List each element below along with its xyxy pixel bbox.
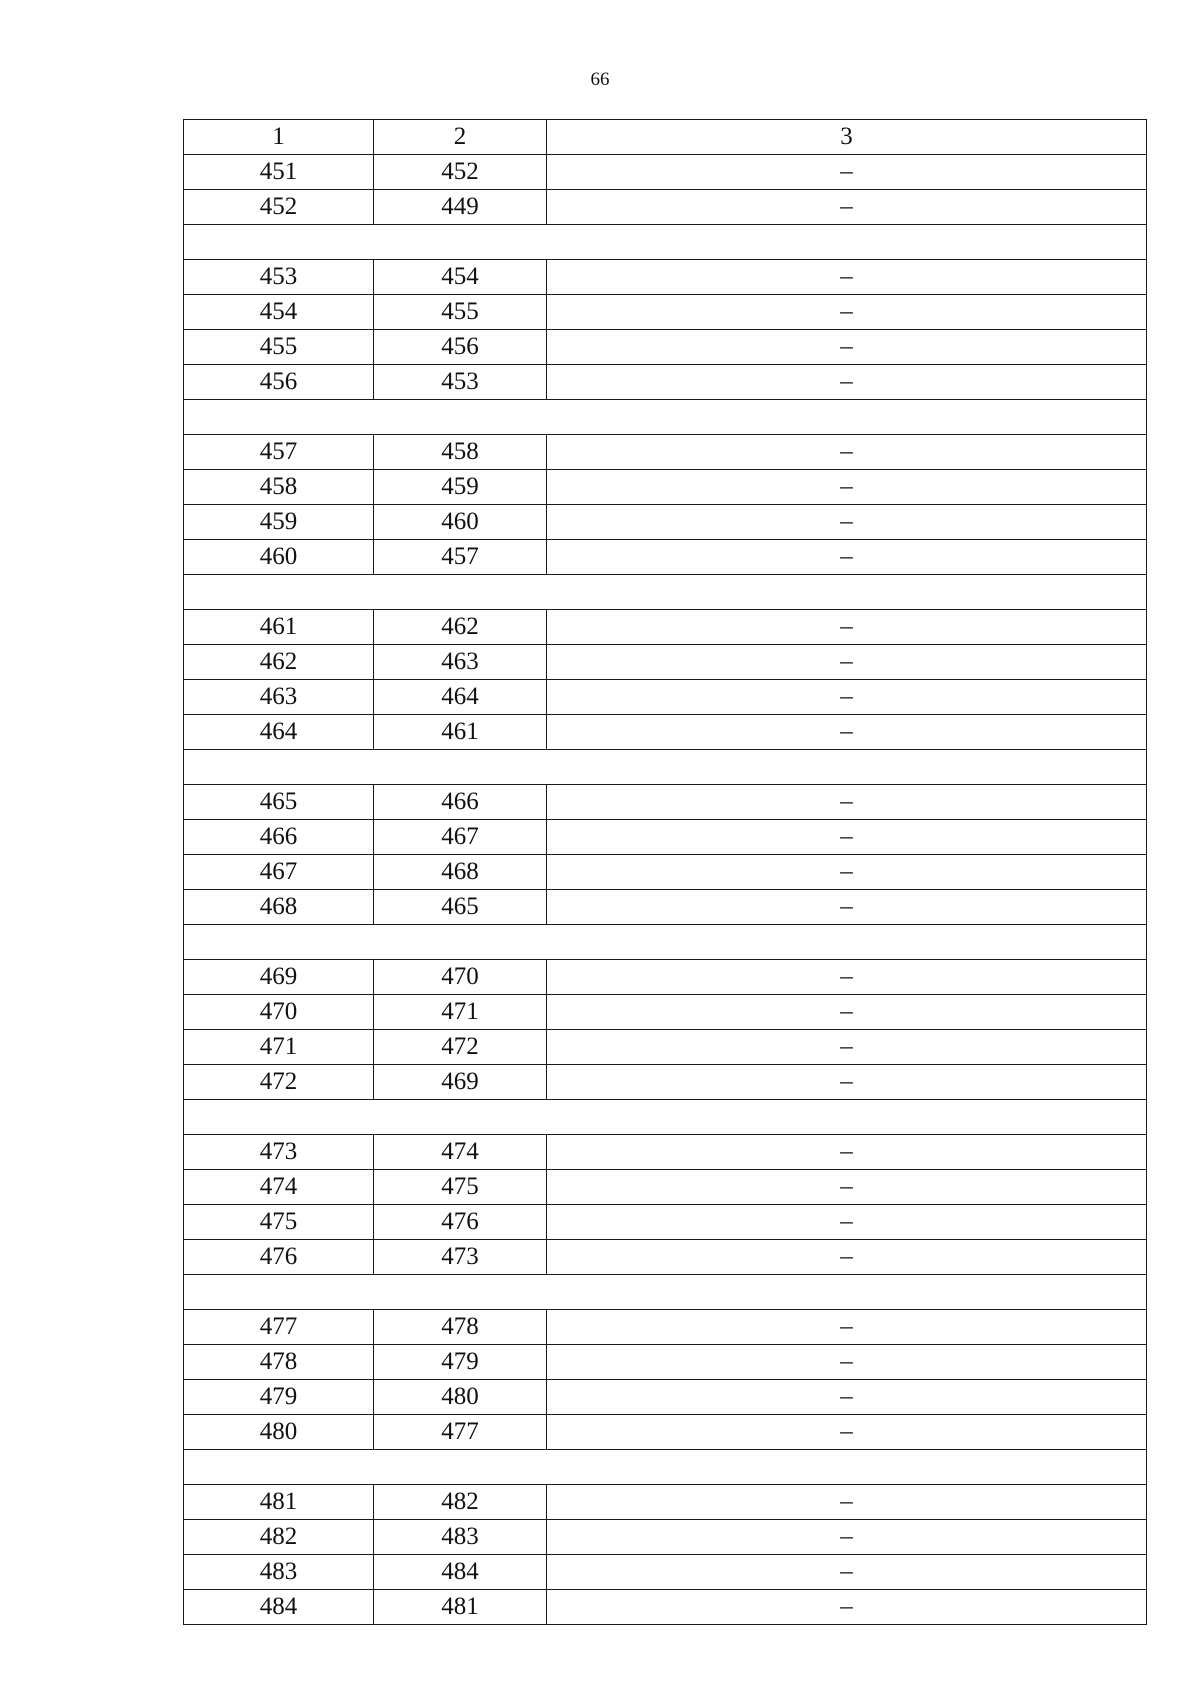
table-cell-col-1: 469 xyxy=(184,960,374,995)
table-cell-col-2: 453 xyxy=(374,365,547,400)
table-cell-col-2: 460 xyxy=(374,505,547,540)
table-cell-col-3: – xyxy=(547,1520,1147,1555)
group-separator-row xyxy=(184,925,1147,960)
table-cell-col-1: 476 xyxy=(184,1240,374,1275)
table-row xyxy=(184,1520,1147,1555)
table-cell-col-3: – xyxy=(547,260,1147,295)
table-row xyxy=(184,1205,1147,1240)
table-cell-col-3: – xyxy=(547,715,1147,750)
table-row xyxy=(184,1380,1147,1415)
table-cell-col-1: 482 xyxy=(184,1520,374,1555)
group-separator-row xyxy=(184,400,1147,435)
table-row xyxy=(184,995,1147,1030)
data-table xyxy=(183,119,1147,1625)
table-cell-col-3: – xyxy=(547,1345,1147,1380)
table-cell-col-1: 463 xyxy=(184,680,374,715)
group-separator-cell xyxy=(184,1450,1147,1485)
table-cell-col-1: 467 xyxy=(184,855,374,890)
table-cell-col-2: 468 xyxy=(374,855,547,890)
table-cell-col-3: – xyxy=(547,680,1147,715)
table-cell-col-1: 477 xyxy=(184,1310,374,1345)
table-row xyxy=(184,435,1147,470)
table-cell-col-2: 463 xyxy=(374,645,547,680)
table-cell-col-3: – xyxy=(547,470,1147,505)
table-cell-col-2: 465 xyxy=(374,890,547,925)
table-row xyxy=(184,155,1147,190)
table-body xyxy=(184,120,1147,1625)
table-row xyxy=(184,295,1147,330)
table-cell-col-1: 461 xyxy=(184,610,374,645)
table-cell-col-3: – xyxy=(547,435,1147,470)
group-separator-row xyxy=(184,1100,1147,1135)
table-cell-col-3: – xyxy=(547,1030,1147,1065)
table-cell-col-1: 464 xyxy=(184,715,374,750)
table-cell-col-2: 454 xyxy=(374,260,547,295)
table-row xyxy=(184,1345,1147,1380)
table-cell-col-1: 453 xyxy=(184,260,374,295)
table-row xyxy=(184,1555,1147,1590)
table-cell-col-1: 481 xyxy=(184,1485,374,1520)
table-cell-col-3: – xyxy=(547,190,1147,225)
table-row xyxy=(184,820,1147,855)
table-cell-col-1: 472 xyxy=(184,1065,374,1100)
column-header-1: 1 xyxy=(184,120,374,155)
group-separator-row xyxy=(184,575,1147,610)
table-row xyxy=(184,1170,1147,1205)
table-row xyxy=(184,1485,1147,1520)
table-cell-col-1: 470 xyxy=(184,995,374,1030)
table-row xyxy=(184,855,1147,890)
table-row xyxy=(184,330,1147,365)
table-row xyxy=(184,260,1147,295)
table-cell-col-1: 460 xyxy=(184,540,374,575)
table-cell-col-3: – xyxy=(547,820,1147,855)
table-cell-col-3: – xyxy=(547,610,1147,645)
table-cell-col-2: 480 xyxy=(374,1380,547,1415)
table-cell-col-2: 472 xyxy=(374,1030,547,1065)
table-cell-col-3: – xyxy=(547,1415,1147,1450)
table-row xyxy=(184,1415,1147,1450)
group-separator-row xyxy=(184,1275,1147,1310)
group-separator-row xyxy=(184,225,1147,260)
table-cell-col-1: 454 xyxy=(184,295,374,330)
table-cell-col-2: 457 xyxy=(374,540,547,575)
table-cell-col-3: – xyxy=(547,1135,1147,1170)
table-cell-col-2: 462 xyxy=(374,610,547,645)
table-header-row xyxy=(184,120,1147,155)
table-cell-col-2: 456 xyxy=(374,330,547,365)
table-row xyxy=(184,505,1147,540)
table-cell-col-3: – xyxy=(547,1170,1147,1205)
table-cell-col-2: 470 xyxy=(374,960,547,995)
table-cell-col-3: – xyxy=(547,295,1147,330)
column-header-2: 2 xyxy=(374,120,547,155)
table-cell-col-3: – xyxy=(547,855,1147,890)
table-cell-col-3: – xyxy=(547,1065,1147,1100)
table-row xyxy=(184,470,1147,505)
group-separator-cell xyxy=(184,1275,1147,1310)
table-cell-col-1: 468 xyxy=(184,890,374,925)
group-separator-cell xyxy=(184,750,1147,785)
table-row xyxy=(184,540,1147,575)
column-header-3: 3 xyxy=(547,120,1147,155)
group-separator-row xyxy=(184,1450,1147,1485)
table-cell-col-2: 476 xyxy=(374,1205,547,1240)
table-row xyxy=(184,645,1147,680)
table-cell-col-2: 484 xyxy=(374,1555,547,1590)
table-cell-col-1: 462 xyxy=(184,645,374,680)
table-cell-col-3: – xyxy=(547,505,1147,540)
table-cell-col-3: – xyxy=(547,540,1147,575)
table-cell-col-2: 469 xyxy=(374,1065,547,1100)
table-row xyxy=(184,785,1147,820)
table-cell-col-1: 456 xyxy=(184,365,374,400)
table-cell-col-1: 451 xyxy=(184,155,374,190)
table-cell-col-1: 474 xyxy=(184,1170,374,1205)
table-cell-col-3: – xyxy=(547,1555,1147,1590)
table-cell-col-1: 466 xyxy=(184,820,374,855)
table-cell-col-1: 459 xyxy=(184,505,374,540)
table-cell-col-2: 473 xyxy=(374,1240,547,1275)
group-separator-cell xyxy=(184,1100,1147,1135)
table-cell-col-3: – xyxy=(547,1310,1147,1345)
table-cell-col-3: – xyxy=(547,890,1147,925)
group-separator-cell xyxy=(184,575,1147,610)
table-cell-col-3: – xyxy=(547,330,1147,365)
table-row xyxy=(184,1240,1147,1275)
table-cell-col-1: 483 xyxy=(184,1555,374,1590)
table-row xyxy=(184,1310,1147,1345)
table-cell-col-1: 457 xyxy=(184,435,374,470)
table-cell-col-3: – xyxy=(547,785,1147,820)
table-row xyxy=(184,715,1147,750)
table-row xyxy=(184,1030,1147,1065)
table-cell-col-1: 475 xyxy=(184,1205,374,1240)
table-cell-col-1: 473 xyxy=(184,1135,374,1170)
table-cell-col-2: 474 xyxy=(374,1135,547,1170)
table-cell-col-3: – xyxy=(547,365,1147,400)
table-cell-col-2: 483 xyxy=(374,1520,547,1555)
table-cell-col-1: 480 xyxy=(184,1415,374,1450)
table-cell-col-1: 478 xyxy=(184,1345,374,1380)
table-cell-col-1: 458 xyxy=(184,470,374,505)
table-cell-col-3: – xyxy=(547,1205,1147,1240)
table-cell-col-1: 471 xyxy=(184,1030,374,1065)
table-row xyxy=(184,365,1147,400)
table-row xyxy=(184,610,1147,645)
table-cell-col-2: 452 xyxy=(374,155,547,190)
table-cell-col-3: – xyxy=(547,1485,1147,1520)
table-cell-col-2: 475 xyxy=(374,1170,547,1205)
table-cell-col-2: 466 xyxy=(374,785,547,820)
table-cell-col-2: 467 xyxy=(374,820,547,855)
table-cell-col-2: 449 xyxy=(374,190,547,225)
table-cell-col-1: 455 xyxy=(184,330,374,365)
table-row xyxy=(184,1065,1147,1100)
table-cell-col-2: 464 xyxy=(374,680,547,715)
table-cell-col-1: 484 xyxy=(184,1590,374,1625)
table-row xyxy=(184,960,1147,995)
page-number: 66 xyxy=(590,69,610,90)
table-cell-col-2: 455 xyxy=(374,295,547,330)
table-cell-col-3: – xyxy=(547,645,1147,680)
table-cell-col-3: – xyxy=(547,155,1147,190)
table-row xyxy=(184,1135,1147,1170)
table-cell-col-3: – xyxy=(547,1380,1147,1415)
table-row xyxy=(184,890,1147,925)
table-cell-col-2: 481 xyxy=(374,1590,547,1625)
table-row xyxy=(184,680,1147,715)
table-cell-col-2: 478 xyxy=(374,1310,547,1345)
table-cell-col-2: 459 xyxy=(374,470,547,505)
table-cell-col-3: – xyxy=(547,1240,1147,1275)
table-cell-col-2: 471 xyxy=(374,995,547,1030)
table-cell-col-2: 477 xyxy=(374,1415,547,1450)
table-cell-col-3: – xyxy=(547,960,1147,995)
table-cell-col-3: – xyxy=(547,995,1147,1030)
table-cell-col-1: 479 xyxy=(184,1380,374,1415)
group-separator-cell xyxy=(184,400,1147,435)
table-cell-col-3: – xyxy=(547,1590,1147,1625)
table-cell-col-1: 452 xyxy=(184,190,374,225)
table-cell-col-2: 482 xyxy=(374,1485,547,1520)
table-cell-col-2: 479 xyxy=(374,1345,547,1380)
table-row xyxy=(184,1590,1147,1625)
table-cell-col-1: 465 xyxy=(184,785,374,820)
table-row xyxy=(184,190,1147,225)
group-separator-cell xyxy=(184,925,1147,960)
group-separator-cell xyxy=(184,225,1147,260)
table-cell-col-2: 458 xyxy=(374,435,547,470)
group-separator-row xyxy=(184,750,1147,785)
table-cell-col-2: 461 xyxy=(374,715,547,750)
